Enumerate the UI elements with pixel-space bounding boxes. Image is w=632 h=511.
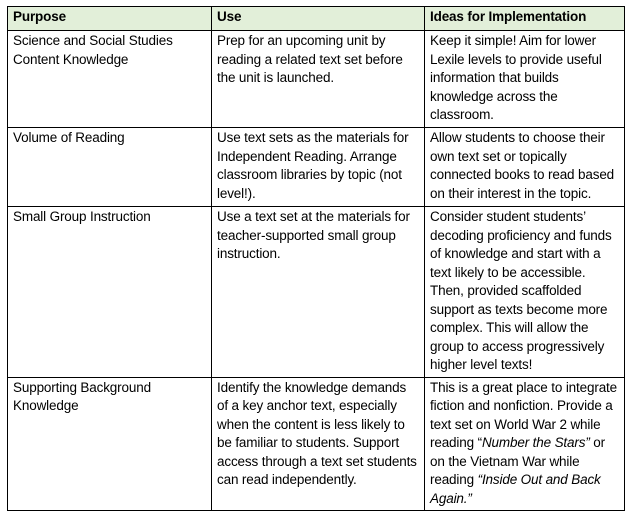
cell-purpose — [8, 128, 212, 207]
text-segment: This is a great place to integrate fiction and nonfiction. Provide a text set on World War 2 while reading “ — [430, 379, 618, 450]
cell-ideas — [425, 128, 625, 207]
cell-purpose — [8, 207, 212, 378]
table-row — [8, 377, 625, 511]
header-use: Use — [212, 7, 425, 31]
text-segment: Small Group Instruction — [13, 209, 151, 224]
cell-ideas — [425, 377, 625, 511]
text-segment: Supporting Background Knowledge — [13, 379, 151, 413]
cell-use — [212, 207, 425, 378]
header-ideas-for-implementation: Ideas for Implementation — [425, 7, 625, 31]
table-row — [8, 31, 625, 128]
text-segment: Use text sets as the materials for Independent Reading. Arrange classroom libraries by topic (not level!). — [217, 130, 409, 201]
text-segment: or on the Vietnam War while reading — [430, 435, 605, 487]
table-header-row — [8, 7, 625, 31]
text-set-purpose-table — [7, 6, 625, 511]
text-segment: Identify the knowledge demands of a key anchor text, especially when the content is less likely to be familiar to students. Support access through a text set students can read independently. — [217, 379, 417, 487]
cell-ideas — [425, 207, 625, 378]
header-purpose: Purpose — [8, 7, 212, 31]
text-segment: Keep it simple! Aim for lower Lexile levels to provide useful information that builds knowledge across the classroom. — [430, 33, 602, 122]
cell-purpose — [8, 377, 212, 511]
table-row — [8, 207, 625, 378]
cell-use — [212, 377, 425, 511]
text-segment: Volume of Reading — [13, 130, 125, 145]
italic-text-segment: “Inside Out and Back Again.” — [430, 472, 601, 506]
cell-use — [212, 31, 425, 128]
text-segment: Prep for an upcoming unit by reading a related text set before the unit is launched. — [217, 33, 403, 85]
text-segment: Science and Social Studies Content Knowledge — [13, 33, 173, 67]
cell-use — [212, 128, 425, 207]
table-row — [8, 128, 625, 207]
text-segment: Use a text set at the materials for teacher-supported small group instruction. — [217, 209, 410, 261]
text-segment: Consider student students’ decoding proficiency and funds of knowledge and start with a text likely to be accessible. Then, provided scaffolded support as texts become more complex. This will allow the group to access progressively higher level texts! — [430, 209, 612, 372]
italic-text-segment: Number the Stars” — [481, 435, 590, 450]
cell-purpose — [8, 31, 212, 128]
text-segment: Allow students to choose their own text set or topically connected books to read based on their interest in the topic. — [430, 130, 615, 201]
cell-ideas — [425, 31, 625, 128]
